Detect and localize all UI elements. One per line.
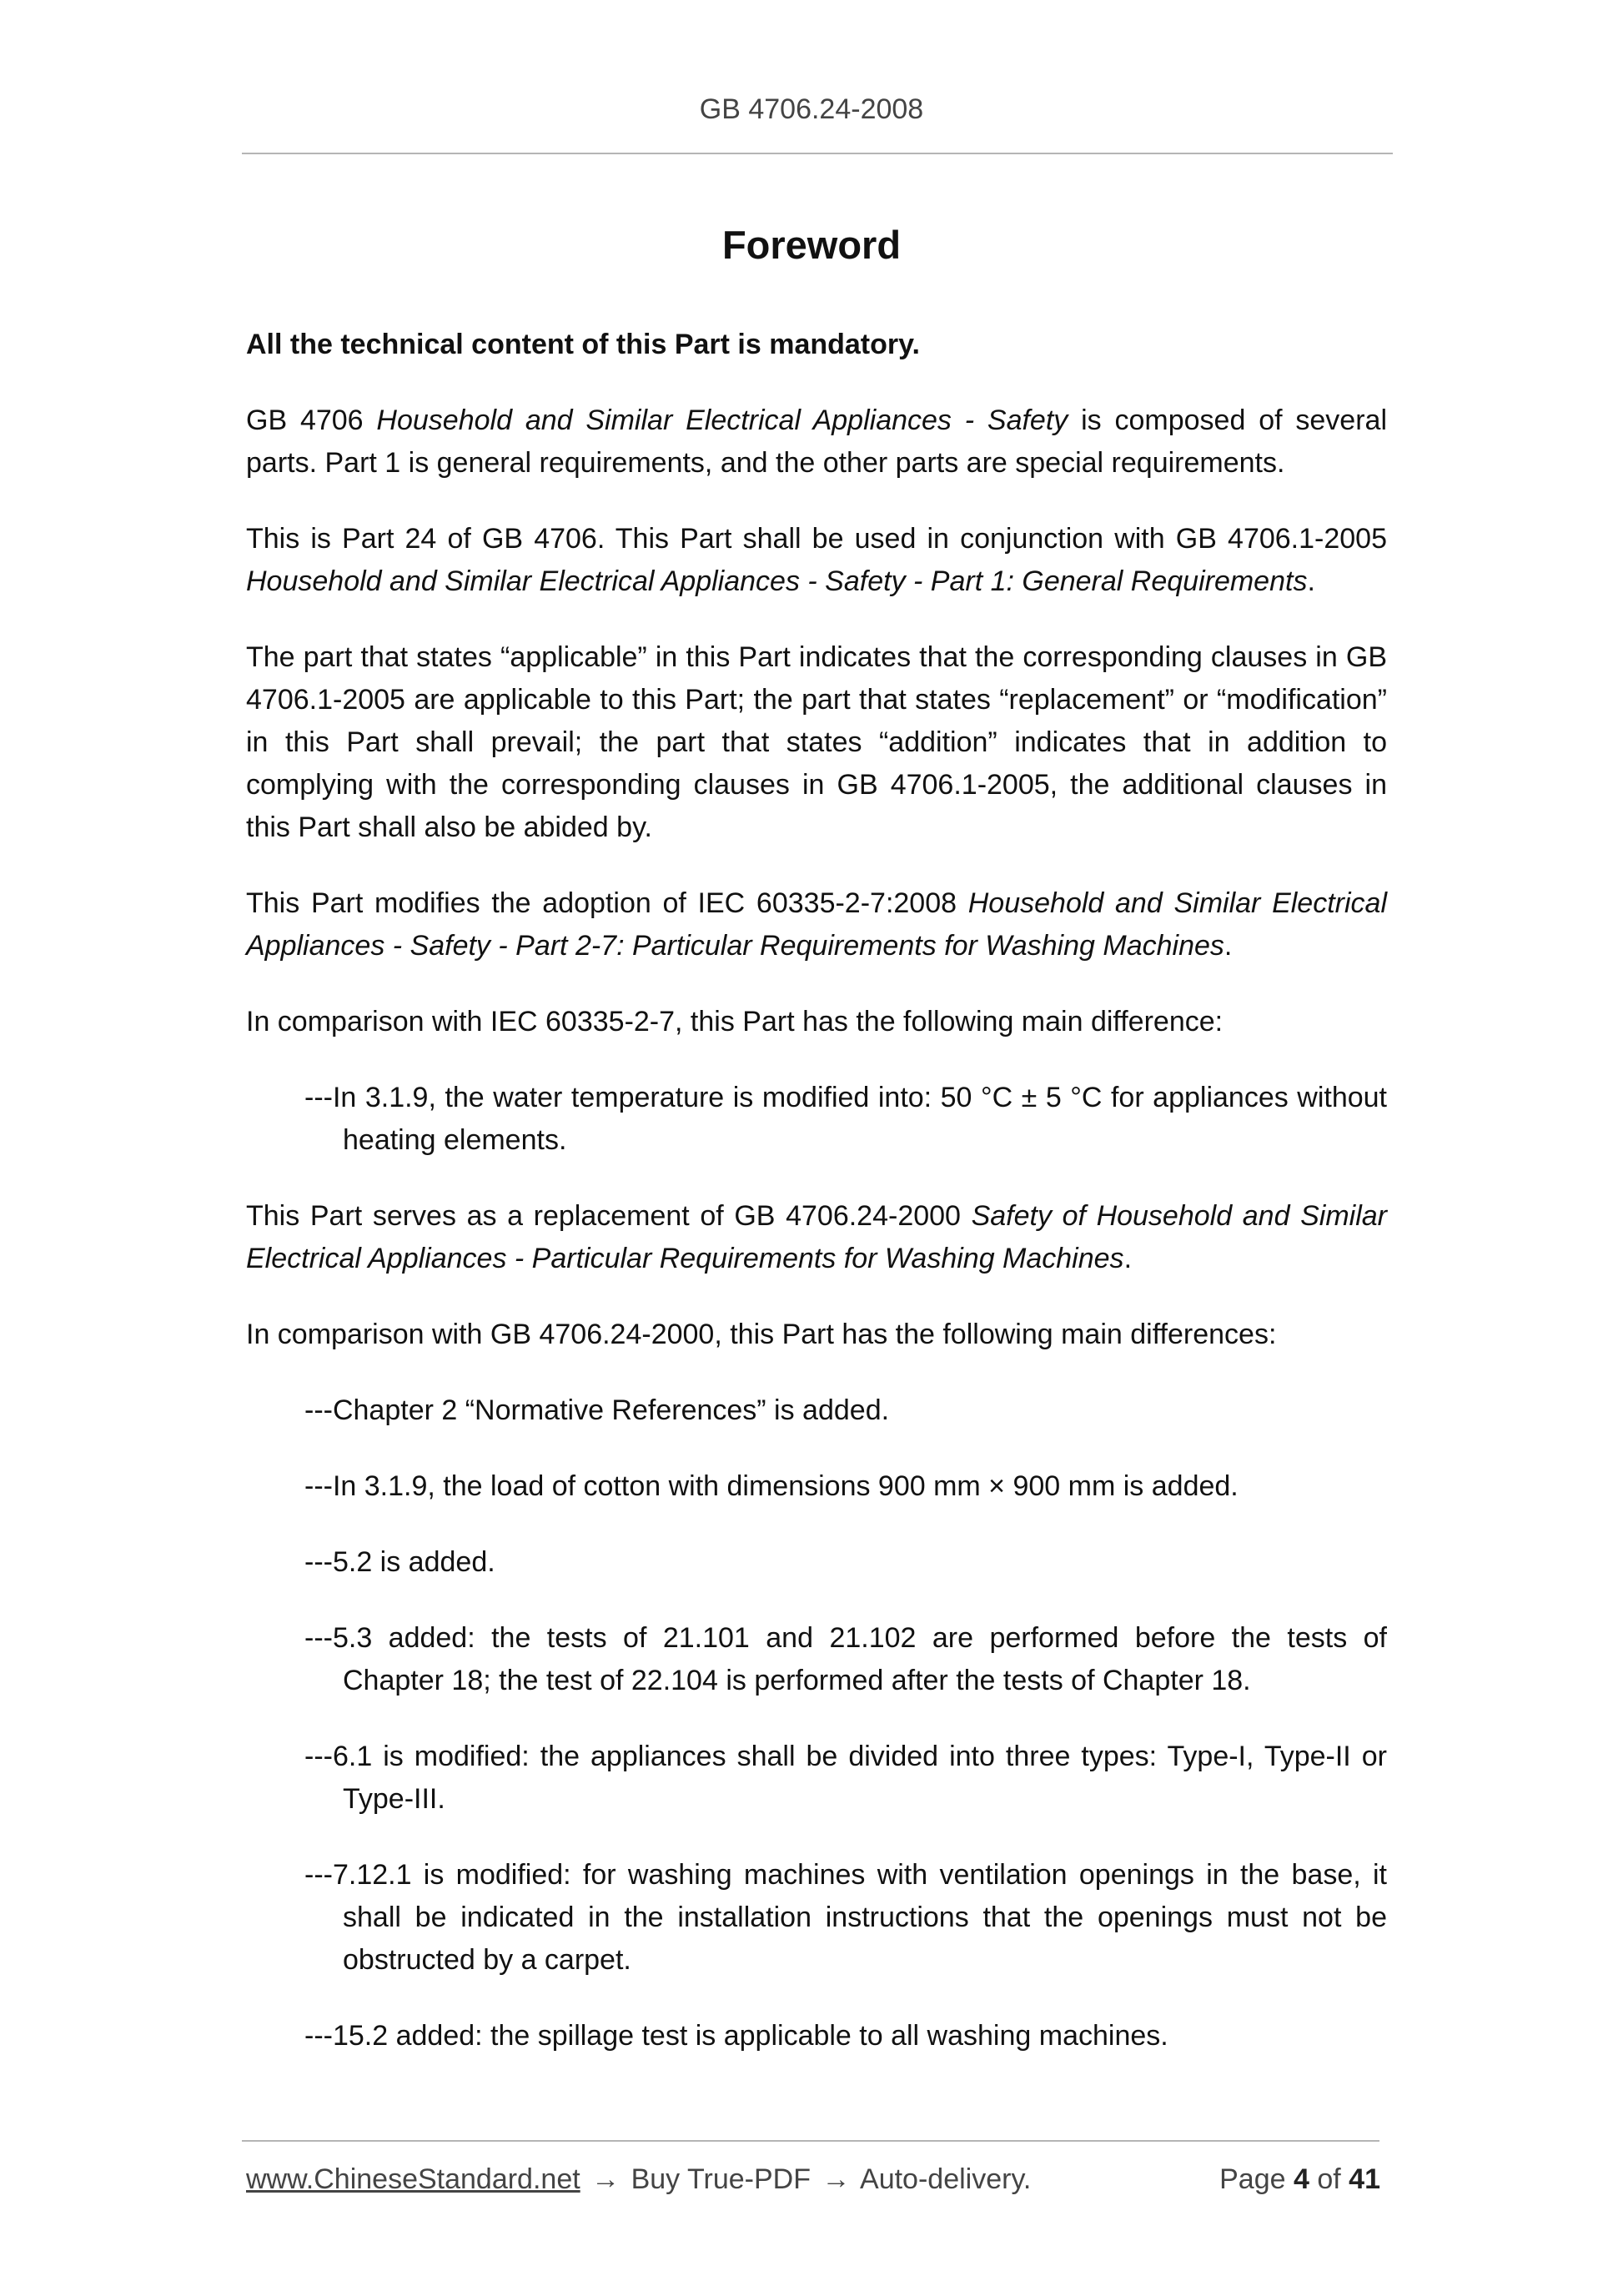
delivery-text: Auto-delivery. [860, 2163, 1032, 2195]
standard-title: Safety of Household and Similar Electrical Appliances - Particular Requirements for Washing Machines [246, 1200, 1387, 1274]
list-item: ---5.2 is added. [304, 1546, 495, 1578]
standard-title: Household and Similar Electrical Appliances - Safety - Part 1: General Requirements [246, 565, 1308, 597]
arrow-right-icon: → [591, 2163, 621, 2195]
paragraph-replacement [246, 1195, 1387, 1280]
paragraph-iec-comparison: In comparison with IEC 60335-2-7, this Part has the following main difference: [246, 1006, 1224, 1037]
text-run: This Part modifies the adoption of IEC 60335-2-7:2008 [246, 887, 968, 919]
text-run: is composed of several parts. Part 1 is general requirements, and the other parts are special requirements. [246, 404, 1387, 479]
list-item: ---6.1 is modified: the appliances shall be divided into three types: Type-I, Type-II or Type-III. [304, 1741, 1387, 1815]
total-pages: 41 [1349, 2163, 1380, 2195]
header-divider [242, 153, 1393, 154]
list-item: ---In 3.1.9, the load of cotton with dimensions 900 mm × 900 mm is added. [304, 1470, 1239, 1502]
site-link[interactable]: www.ChineseStandard.net [246, 2163, 580, 2195]
standard-title: Household and Similar Electrical Appliances - Safety - Part 2-7: Particular Requirements for Washing Machines [246, 887, 1387, 962]
paragraph-composition [246, 399, 1387, 485]
arrow-right-icon: → [822, 2163, 851, 2195]
text-run: This is Part 24 of GB 4706. This Part shall be used in conjunction with GB 4706.1-2005 [246, 523, 1387, 555]
text-run: GB 4706 [246, 404, 377, 436]
paragraph-iec-adoption [246, 882, 1387, 967]
text-run: . [1307, 565, 1315, 597]
text-run: . [1123, 1243, 1133, 1274]
list-item: ---In 3.1.9, the water temperature is modified into: 50 °C ± 5 °C for appliances without heating elements. [304, 1082, 1387, 1156]
paragraph-part24 [246, 518, 1387, 603]
current-page: 4 [1293, 2163, 1309, 2195]
running-header: GB 4706.24-2008 [699, 93, 924, 125]
list-item: ---5.3 added: the tests of 21.101 and 21.102 are performed before the tests of Chapter 18; the test of 22.104 is performed after the tests of Chapter 18. [304, 1622, 1387, 1696]
list-item: ---Chapter 2 “Normative References” is added. [304, 1394, 890, 1426]
mandatory-statement: All the technical content of this Part is mandatory. [246, 329, 920, 360]
page-number [1219, 2162, 1380, 2197]
page-label: Page [1219, 2163, 1286, 2195]
text-run: This Part serves as a replacement of GB 4706.24-2000 [246, 1200, 972, 1232]
buy-text: Buy True-PDF [631, 2163, 811, 2195]
standard-title: Household and Similar Electrical Appliances - Safety [376, 404, 1068, 436]
paragraph-gb-comparison: In comparison with GB 4706.24-2000, this Part has the following main differences: [246, 1319, 1277, 1350]
text-run: . [1224, 930, 1233, 962]
of-label: of [1317, 2163, 1341, 2195]
list-item: ---15.2 added: the spillage test is applicable to all washing machines. [304, 2020, 1168, 2052]
paragraph-applicability: The part that states “applicable” in this Part indicates that the corresponding clauses in GB 4706.1-2005 are applicable to this Part; the part that states “replacement” or “modification” in this Part shall prevail; the part that states “addition” indicates that in addition to complying with the corresponding clauses in GB 4706.1-2005, the additional clauses in this Part shall also be abided by. [246, 641, 1387, 843]
list-item: ---7.12.1 is modified: for washing machines with ventilation openings in the base, it shall be indicated in the installation instructions that the openings must not be obstructed by a carpet. [304, 1859, 1387, 1976]
footer-divider [242, 2140, 1379, 2142]
document-body [246, 324, 1387, 2091]
page-title: Foreword [721, 223, 902, 267]
footer-promo [246, 2162, 1031, 2197]
